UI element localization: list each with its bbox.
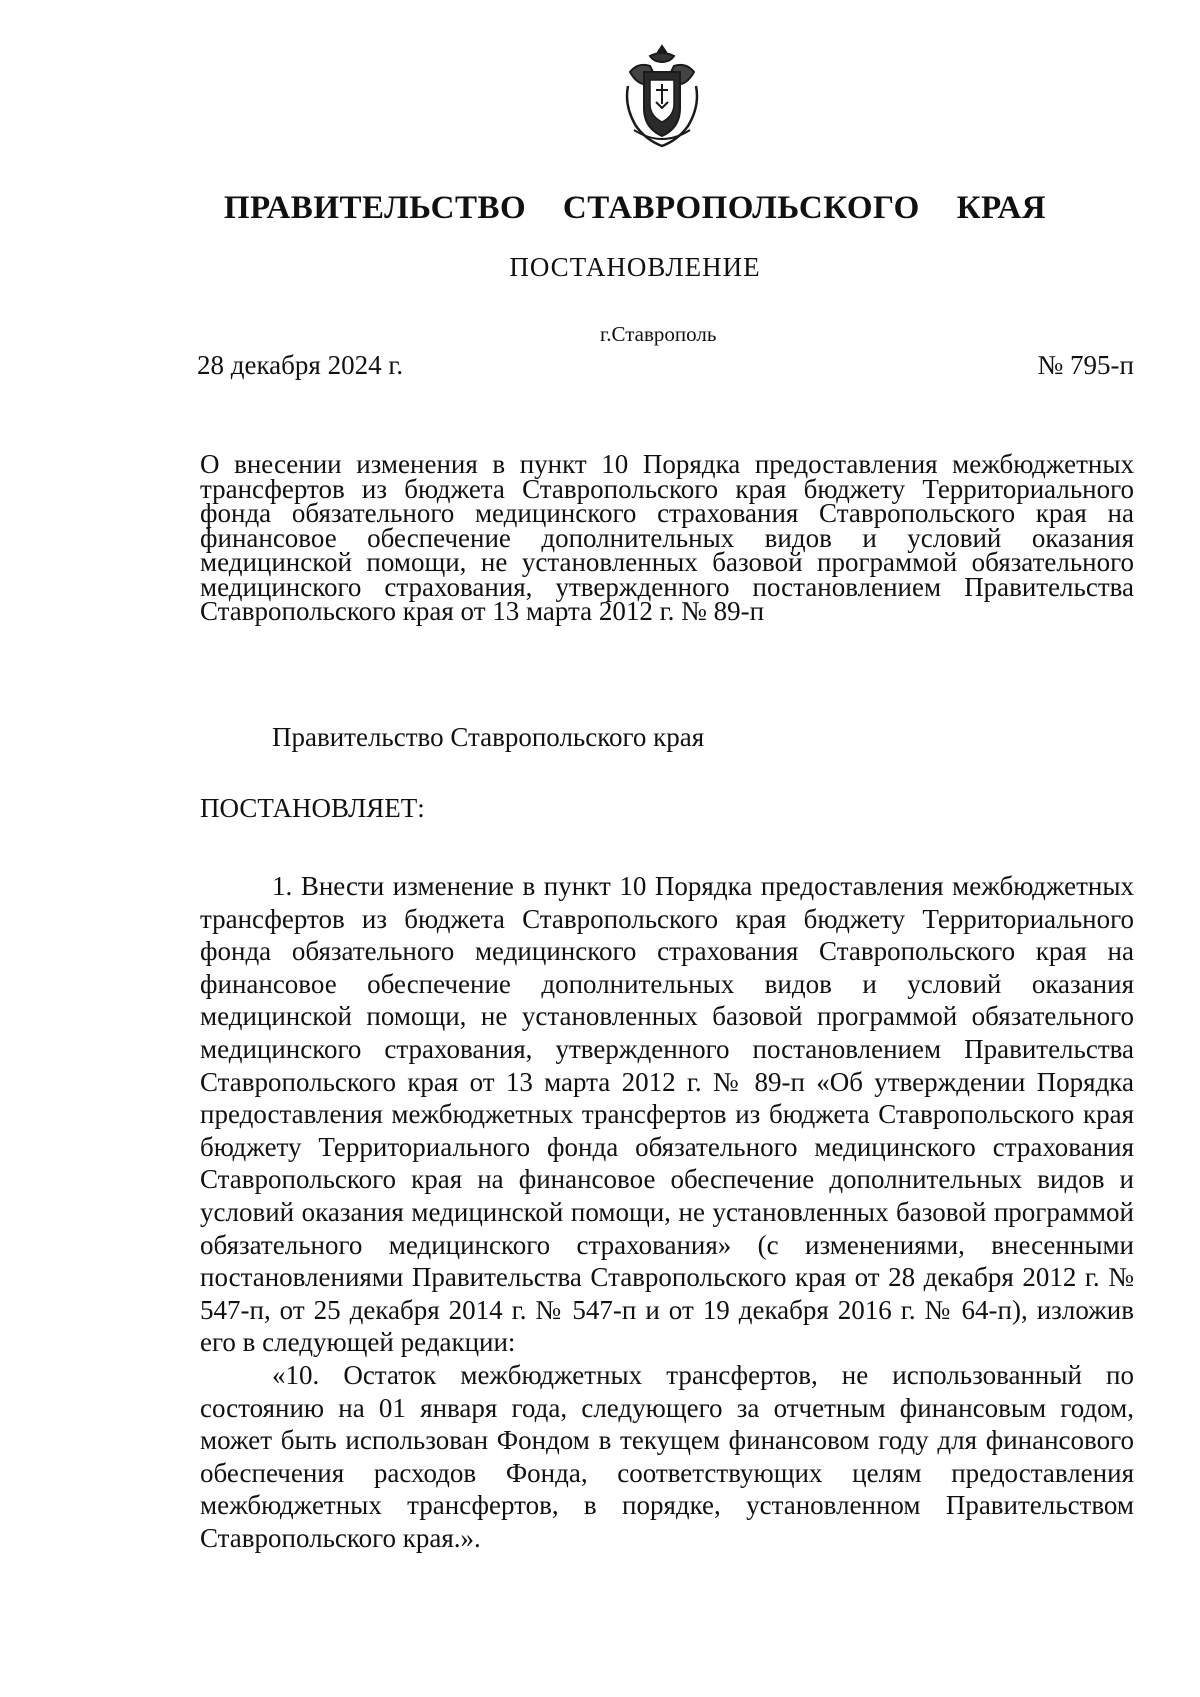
issue-date: 28 декабря 2024 г. (197, 350, 404, 380)
government-title: ПРАВИТЕЛЬСТВО СТАВРОПОЛЬСКОГО КРАЯ (223, 190, 1047, 226)
document-subject: О внесении изменения в пункт 10 Порядка предоставления межбюджетных трансфертов из бюджета Ставропольского края бюджету Территориального фонда обязательного медицинского страхования Ставропольского края на финансовое обеспечение дополнительных видов и условий оказания медицинской помощи, не установленных базовой программой обязательного медицинского страхования, утвержденного постановлением Правительства Ставропольского края от 13 марта 2012 г. № 89-п (200, 449, 1134, 626)
document-body (200, 870, 1134, 1554)
issuer-name: Правительство Ставропольского края (272, 722, 705, 752)
body-paragraph: 1. Внести изменение в пункт 10 Порядка предоставления межбюджетных трансфертов из бюджета Ставропольского края бюджету Территориального фонда обязательного медицинского страхования Ставропольского края на финансовое обеспечение дополнительных видов и условий оказания медицинской помощи, не установленных базовой программой обязательного медицинского страхования, утвержденного постановлением Правительства Ставропольского края от 13 марта 2012 г. № 89-п «Об утверждении Порядка предоставления межбюджетных трансфертов из бюджета Ставропольского края бюджету Территориального фонда обязательного медицинского страхования Ставропольского края на финансовое обеспечение дополнительных видов и условий оказания медицинской помощи, не установленных базовой программой обязательного медицинского страхования» (с изменениями, внесенными постановлениями Правительства Ставропольского края от 28 декабря 2012 г. № 547-п, от 25 декабря 2014 г. № 547-п и от 19 декабря 2016 г. № 64-п), изложив его в следующей редакции: (200, 871, 1134, 1358)
decrees-heading: ПОСТАНОВЛЯЕТ: (200, 793, 425, 823)
document-number: № 795-п (1037, 350, 1134, 380)
issue-city: г.Ставрополь (600, 322, 717, 346)
document-type: ПОСТАНОВЛЕНИЕ (509, 252, 761, 282)
coat-of-arms-icon (620, 42, 704, 152)
body-paragraph: «10. Остаток межбюджетных трансфертов, не использованный по состоянию на 01 января года, следующего за отчетным финансовым годом, может быть использован Фондом в текущем финансовом году для финансового обеспечения расходов Фонда, соответствующих целям предоставления межбюджетных трансфертов, в порядке, установленном Правительством Ставропольского края.». (200, 1359, 1134, 1553)
